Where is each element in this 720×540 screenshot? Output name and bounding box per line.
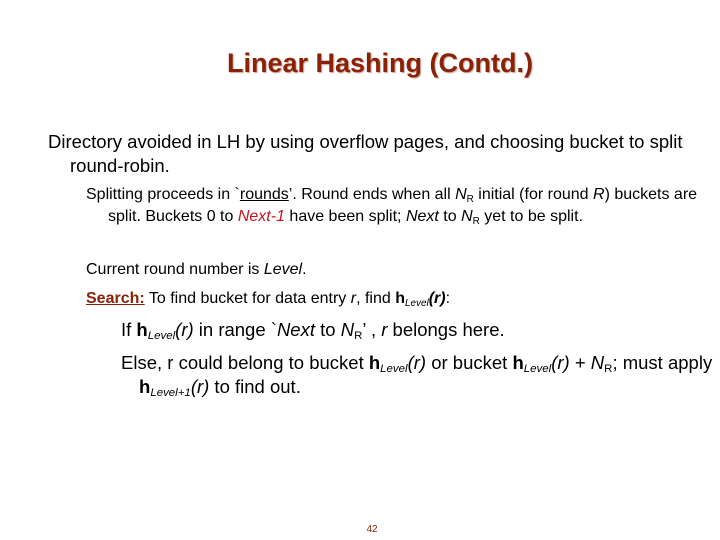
- next-var: Next: [405, 208, 439, 225]
- r-subscript: R: [472, 215, 480, 227]
- paren-r: (r): [551, 352, 570, 373]
- level-subscript: Level: [405, 297, 429, 309]
- text: , find: [356, 290, 396, 307]
- text: in range `: [193, 319, 277, 340]
- n-var: N: [340, 319, 355, 340]
- slide-title: Linear Hashing (Contd.): [227, 48, 533, 78]
- text: or bucket: [426, 352, 513, 373]
- text: Else, r could belong to bucket: [121, 352, 369, 373]
- h-function: h: [395, 290, 405, 307]
- bullet-splitting: [86, 184, 718, 228]
- r-subscript: R: [466, 193, 474, 205]
- bullet-directory-text: Directory avoided in LH by using overflow pages, and choosing bucket to split round-robin.: [48, 131, 683, 176]
- text: belongs here.: [387, 319, 505, 340]
- paren-r: (r): [428, 290, 446, 307]
- sub-bullet-else: [121, 351, 720, 399]
- next-minus-one: Next-1: [237, 208, 285, 225]
- text: Current round number is: [86, 261, 264, 278]
- paren-r: (r): [175, 319, 194, 340]
- paren-r: (r): [190, 376, 210, 397]
- level-subscript: Level: [147, 330, 176, 343]
- text: ’ ,: [362, 319, 382, 340]
- text: Splitting proceeds in `: [86, 186, 240, 203]
- level-subscript: Level: [380, 363, 408, 376]
- text: ’. Round ends when all: [288, 186, 456, 203]
- sub-bullet-if: [121, 318, 720, 342]
- h-function: h: [512, 352, 524, 373]
- r-subscript: R: [604, 363, 613, 376]
- text: ; must apply: [612, 352, 713, 373]
- level-subscript: Level: [523, 363, 552, 376]
- text: yet to be split.: [479, 208, 583, 225]
- h-function: h: [368, 352, 381, 373]
- page-number: 42: [366, 524, 378, 535]
- n-var: N: [455, 186, 467, 203]
- text: to: [438, 208, 462, 225]
- r-var: r: [381, 319, 388, 340]
- level-var: Level: [263, 261, 303, 278]
- h-function: h: [136, 319, 148, 340]
- n-var: N: [461, 208, 473, 225]
- text: initial (for round: [473, 186, 593, 203]
- text: to find out.: [209, 376, 301, 397]
- r-var: r: [350, 290, 357, 307]
- bullet-search: [86, 288, 718, 310]
- rounds-term: rounds: [239, 186, 289, 203]
- text: :: [445, 290, 451, 307]
- next-var: Next: [276, 319, 315, 340]
- bullet-directory: [48, 130, 720, 178]
- text: .: [302, 261, 307, 278]
- text: If: [121, 319, 137, 340]
- h-function: h: [139, 376, 151, 397]
- r-subscript: R: [354, 330, 363, 343]
- level-plus-one-subscript: Level+1: [150, 387, 191, 400]
- text: ) buckets are split. Buckets 0 to: [108, 186, 698, 225]
- text: to: [314, 319, 341, 340]
- n-var: N: [590, 352, 605, 373]
- bullet-current-round: [86, 259, 718, 281]
- text: +: [569, 352, 591, 373]
- round-r-var: R: [593, 186, 605, 203]
- paren-r: (r): [407, 352, 427, 373]
- text: have been split;: [284, 208, 406, 225]
- text: To find bucket for data entry: [144, 290, 351, 307]
- search-label: Search:: [86, 290, 145, 307]
